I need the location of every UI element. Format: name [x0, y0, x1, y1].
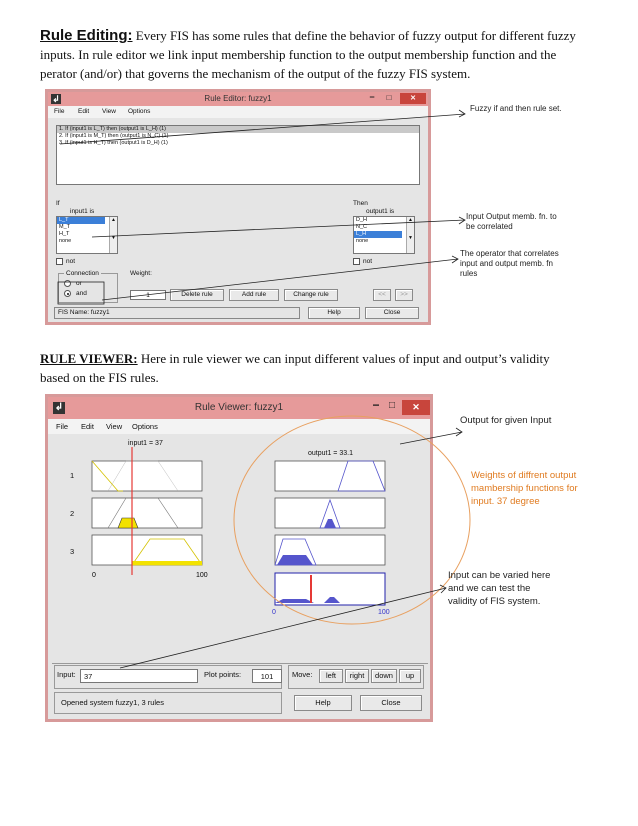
connection-label: Connection: [66, 270, 99, 277]
note-rule-set: Fuzzy if and then rule set.: [470, 104, 562, 113]
or-label: or: [76, 280, 82, 287]
rule-viewer-heading: RULE VIEWER:: [40, 351, 138, 366]
menu-view[interactable]: View: [106, 422, 123, 431]
note-operator: The operator that correlates input and output memb. fn rules: [460, 249, 559, 278]
rule-viewer-status: Opened system fuzzy1, 3 rules: [54, 692, 282, 714]
minimize-button[interactable]: −: [369, 92, 375, 102]
input-mf-option[interactable]: L_T: [57, 217, 105, 224]
input-mf-option[interactable]: M_T: [59, 224, 70, 230]
rule-viewer-title: Rule Viewer: fuzzy1: [194, 402, 284, 413]
move-right-button[interactable]: right: [345, 669, 369, 683]
output-value-header: output1 = 33.1: [308, 450, 353, 457]
note-memb-fn: Input Output memb. fn. to be correlated: [466, 212, 557, 231]
menu-options[interactable]: Options: [132, 422, 158, 431]
next-rule-button[interactable]: >>: [395, 289, 413, 301]
weight-label: Weight:: [130, 270, 152, 277]
fis-name-status: FIS Name: fuzzy1: [54, 307, 300, 319]
rule-editing-text-1: Every FIS has some rules that define the behavior of fuzzy output for different fuzzy: [135, 28, 576, 43]
input-axis-min: 0: [92, 572, 96, 579]
input-axis-max: 100: [196, 572, 208, 579]
rule-editing-text-2: inputs. In rule editor we link input membership function to the output membership function and the: [40, 47, 557, 62]
and-label: and: [76, 290, 87, 297]
rule-item[interactable]: 2. If (input1 is M_T) then (output1 is N_C) (1): [59, 133, 169, 139]
input-not-label: not: [66, 258, 76, 265]
close-window-button[interactable]: ✕: [402, 400, 430, 415]
prev-rule-button[interactable]: <<: [373, 289, 391, 301]
input-list-scrollbar[interactable]: ▲ ▼: [109, 217, 117, 253]
output-list-scrollbar[interactable]: ▲ ▼: [406, 217, 414, 253]
menu-view[interactable]: View: [102, 108, 116, 115]
output-highlight-ellipse: [234, 416, 470, 624]
menu-file[interactable]: File: [54, 108, 65, 115]
help-button[interactable]: Help: [294, 695, 352, 711]
matlab-figure-icon: ↲: [52, 94, 60, 104]
move-up-button[interactable]: up: [399, 669, 421, 683]
output-axis-max: 100: [378, 609, 390, 616]
rule-editor-title: Rule Editor: fuzzy1: [204, 94, 272, 103]
menu-edit[interactable]: Edit: [78, 108, 90, 115]
change-rule-button[interactable]: Change rule: [284, 289, 338, 301]
matlab-figure-icon: ↲: [54, 402, 64, 413]
input-mf-option[interactable]: H_T: [59, 231, 70, 237]
rule-viewer-text-2: based on the FIS rules.: [40, 370, 159, 385]
output-list-label: output1 is: [366, 208, 395, 215]
note-input-varied: Input can be varied here and we can test the validity of FIS system.: [448, 570, 551, 607]
if-label: If: [56, 200, 60, 207]
move-down-button[interactable]: down: [371, 669, 397, 683]
output-mf-option[interactable]: L_H: [354, 231, 402, 238]
input-list-label: input1 is: [70, 208, 95, 215]
output-mf-option[interactable]: none: [356, 238, 369, 244]
menu-file[interactable]: File: [56, 422, 69, 431]
rule-item[interactable]: 1. If (input1 is L_T) then (output1 is L_H) (1): [57, 126, 419, 133]
weight-field[interactable]: 1: [130, 290, 166, 300]
arrow-line: [120, 588, 446, 668]
close-button[interactable]: Close: [360, 695, 422, 711]
rule-editing-heading: Rule Editing:: [40, 27, 133, 44]
then-label: Then: [353, 200, 368, 207]
minimize-button[interactable]: −: [372, 398, 380, 412]
rule-row-label: 1: [70, 471, 75, 480]
help-button[interactable]: Help: [308, 307, 360, 319]
menu-options[interactable]: Options: [128, 108, 151, 115]
input-field-label: Input:: [57, 670, 76, 679]
close-window-button[interactable]: ✕: [400, 93, 426, 104]
rule-row-label: 2: [70, 509, 75, 518]
close-button[interactable]: Close: [365, 307, 419, 319]
input-mf-option[interactable]: none: [59, 238, 72, 244]
menu-edit[interactable]: Edit: [81, 422, 94, 431]
move-left-button[interactable]: left: [319, 669, 343, 683]
plot-points-field[interactable]: 101: [252, 669, 282, 683]
maximize-button[interactable]: □: [388, 400, 396, 411]
rule-viewer-text-1: Here in rule viewer we can input different values of input and output’s validity: [140, 351, 550, 366]
delete-rule-button[interactable]: Delete rule: [170, 289, 224, 301]
rule-item[interactable]: 3. If (input1 is H_T) then (output1 is D_H) (1): [59, 140, 168, 146]
note-output: Output for given Input: [460, 415, 552, 426]
output-not-label: not: [363, 258, 373, 265]
maximize-button[interactable]: □: [386, 93, 392, 102]
move-label: Move:: [292, 670, 313, 679]
output-axis-min: 0: [272, 609, 276, 616]
note-weights: Weights of diffrent output mambership functions for input. 37 degree: [471, 470, 578, 507]
output-mf-option[interactable]: N_C: [356, 224, 368, 230]
input-value-header: input1 = 37: [128, 440, 163, 447]
add-rule-button[interactable]: Add rule: [229, 289, 279, 301]
plot-points-label: Plot points:: [204, 670, 242, 679]
rule-editing-text-3: perator (and/or) that governs the mechanism of the output of the fuzzy FIS system.: [40, 66, 471, 81]
input-value-field[interactable]: 37: [80, 669, 198, 683]
output-mf-option[interactable]: D_H: [356, 217, 368, 223]
rule-row-label: 3: [70, 547, 75, 556]
